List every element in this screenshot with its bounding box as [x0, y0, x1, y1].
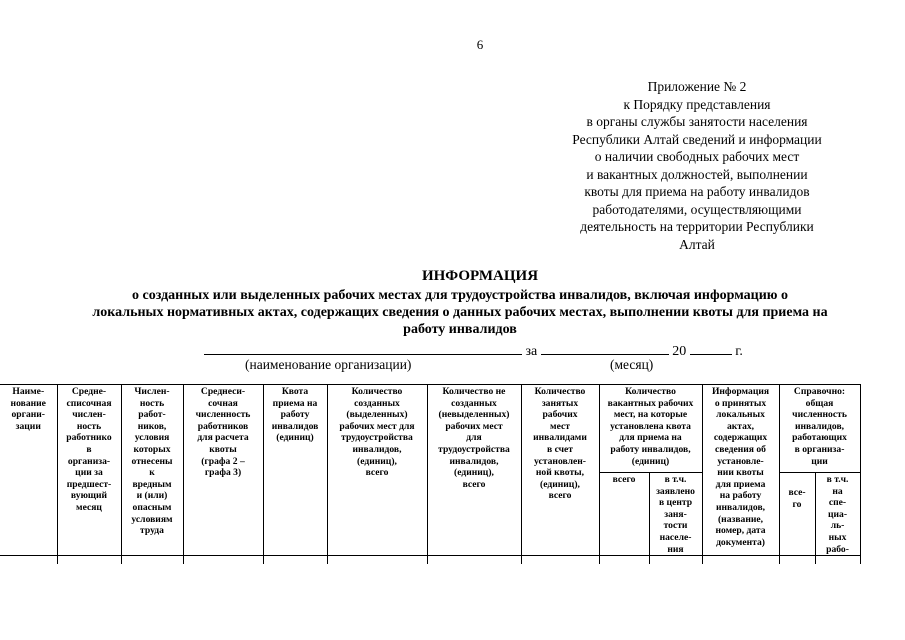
- appendix-line: деятельность на территории Республики: [580, 219, 814, 234]
- appendix-line: к Порядку представления: [623, 96, 771, 112]
- subheader-reference-total: все- го: [779, 473, 815, 556]
- subtitle-line: работу инвалидов: [403, 322, 517, 337]
- column-header-reference: Справочно: общая численность инвалидов, работающих в организа- ции: [779, 385, 860, 473]
- table-row: [0, 556, 860, 565]
- appendix-block: [552, 78, 842, 253]
- month-hint: (месяц): [610, 357, 654, 372]
- column-header: Наиме- нование органи- зации: [0, 385, 57, 556]
- appendix-line: работодателями, осуществляющими: [592, 201, 802, 217]
- appendix-line: Приложение № 2: [647, 79, 747, 94]
- appendix-line: и вакантных должностей, выполнении: [586, 166, 808, 182]
- quota-table: [0, 384, 861, 564]
- column-header: Информация о принятых локальных актах, содержащих сведения об установле- нии квоты для приема на работу инвалидов, (название, номер, дата документа): [702, 385, 779, 556]
- organization-name-field[interactable]: [204, 340, 522, 355]
- period-prefix: за: [525, 344, 538, 359]
- subheader-reference-special: в т.ч. на спе- циа- ль- ных рабо-: [815, 473, 860, 556]
- column-header: Количество созданных (выделенных) рабочих мест для трудоустройства инвалидов, (единиц), всего: [327, 385, 427, 556]
- subheader-vacant-total: всего: [599, 473, 649, 556]
- subtitle-line: локальных нормативных актах, содержащих сведения о данных рабочих местах, выполнении квоты для приема на: [92, 305, 828, 320]
- document-subtitle: [60, 287, 860, 338]
- appendix-line: о наличии свободных рабочих мест: [594, 149, 800, 164]
- column-header: Квота приема на работу инвалидов (единиц): [263, 385, 327, 556]
- document-heading: ИНФОРМАЦИЯ: [421, 268, 539, 284]
- appendix-line: Республики Алтай сведений и информации: [572, 131, 822, 147]
- appendix-line: Алтай: [679, 236, 715, 252]
- year-prefix: 20: [672, 344, 687, 359]
- subheader-vacant-declared: в т.ч. заявлено в центр заня- тости населе- ния: [649, 473, 702, 556]
- subtitle-line: о созданных или выделенных рабочих местах для трудоустройства инвалидов, включая информацию о: [132, 288, 788, 303]
- column-header: Количество занятых рабочих мест инвалидами в счет установлен- ной квоты, (единиц), всего: [521, 385, 599, 556]
- column-header: Количество не созданных (невыделенных) рабочих мест для трудоустройства инвалидов, (единиц), всего: [427, 385, 521, 556]
- column-header: Средне- списочная числен- ность работнико в организа- ции за предшест- вующий месяц: [57, 385, 121, 556]
- column-header-vacant: Количество вакантных рабочих мест, на которые установлена квота для приема на работу инвалидов, (единиц): [599, 385, 702, 473]
- page-number: 6: [476, 37, 484, 52]
- column-header: Числен- ность работ- ников, условия которых отнесены к вредным и (или) опасным условиям труда: [121, 385, 183, 556]
- month-field[interactable]: [541, 340, 669, 355]
- year-suffix: г.: [735, 344, 743, 359]
- column-header: Среднеси- сочная численность работников для расчета квоты (графа 2 – графа 3): [183, 385, 263, 556]
- appendix-line: квоты для приема на работу инвалидов: [584, 184, 810, 199]
- year-field[interactable]: [690, 340, 732, 355]
- organization-hint: (наименование организации): [245, 357, 412, 372]
- appendix-line: в органы службы занятости населения: [586, 114, 808, 129]
